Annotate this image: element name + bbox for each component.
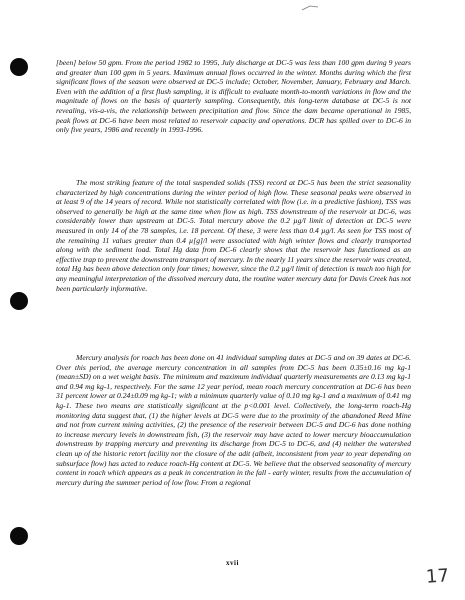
- binder-hole-icon: [10, 292, 28, 310]
- binder-hole-icon: [10, 58, 28, 76]
- scan-mark-icon: [300, 4, 320, 12]
- binder-hole-icon: [10, 527, 28, 545]
- handwritten-page-number: 17: [425, 565, 450, 588]
- page-number: xvii: [226, 559, 239, 567]
- paragraph-roach-mercury: Mercury analysis for roach has been done on 41 individual sampling dates at DC-5 and on 39 dates at DC-6. Over this period, the average mercury concentration in all samples from DC-5 has been 0.35±0.16 mg kg-1 (mean±SD) on a wet weight basis. The minimum and maximum individual quarterly measurements are 0.13 mg kg-1 and 0.94 mg kg-1, respectively. For the same 12 year period, mean roach mercury concentration at DC-6 has been 31 percent lower at 0.24±0.09 mg kg-1; with a minimum quarterly value of 0.10 mg kg-1 and a maximum of 0.41 mg kg-1. These two means are statistically significant at the p<0.001 level. Collectively, the long-term roach-Hg monitoring data suggest that, (1) the higher levels at DC-5 were due to the proximity of the abandoned Reed Mine and not from current mining activities, (2) the presence of the reservoir between DC-5 and DC-6 has done nothing to increase mercury levels in downstream fish, (3) the reservoir may have acted to lower mercury bioaccumulation downstream by trapping mercury and preventing its discharge from DC-5 to DC-6, and (4) neither the watershed clean up of the historic retort facility nor the closure of the adit (albeit, inconsistent from year to year depending on subsurface flow) has acted to reduce roach-Hg content at DC-5. We believe that the observed seasonality of mercury content in roach which appears as a peak in concentration in the fall - early winter, results from the accumulation of mercury during the summer period of low flow. From a regional: [56, 353, 411, 487]
- paragraph-tss-mercury: The most striking feature of the total suspended solids (TSS) record at DC-5 has been the strict seasonality characterized by high concentrations during the winter period of high flow. These seasonal peaks were observed in at least 9 of the 14 years of record. While not statistically correlated with flow (i.e. in a predictive fashion), TSS was observed to generally be high at the same time when flow as high. TSS downstream of the reservoir at DC-6, was considerably lower than upstream at DC-5. Total mercury above the 0.2 µg/l limit of detection at DC-5 were measured in only 14 of the 78 samples, i.e. 18 percent. Of these, 3 were less than 0.4 µg/l. As seen for TSS most of the remaining 11 values greater than 0.4 µ[g]/l were associated with high winter flows and clearly transported along with the sediment load. Total Hg data from DC-6 clearly shows that the reservoir has functioned as an effective trap to prevent the downstream transport of mercury. In the nearly 11 years since the reservoir was created, total Hg has been above detection only four times; however, since the 0.2 µg/l limit of detection is much too high for any meaningful interpretation of the dissolved mercury data, the routine water mercury data for Davis Creek has not been particularly informative.: [56, 178, 411, 293]
- paragraph-flow-discharge: [been] below 50 gpm. From the period 1982 to 1995, July discharge at DC-5 was less than 100 gpm during 9 years and greater than 100 gpm in 5 years. Maximum annual flows occurred in the winter. Months during which the first significant flows of the season were observed at DC-5 include; October, November, January, February and March. Even with the addition of a first flush sampling, it is difficult to evaluate month-to-month variations in flow and the magnitude of flows on the basis of quarterly sampling. Consequently, this long-term database at DC-5 is not revealing, vis-a-vis, the relationship between precipitation and flow. Since the dam became operational in 1985, peak flows at DC-6 have been most related to reservoir capacity and operations. DCR has spilled over to DC-6 in only five years, 1986 and recently in 1993-1996.: [56, 58, 411, 135]
